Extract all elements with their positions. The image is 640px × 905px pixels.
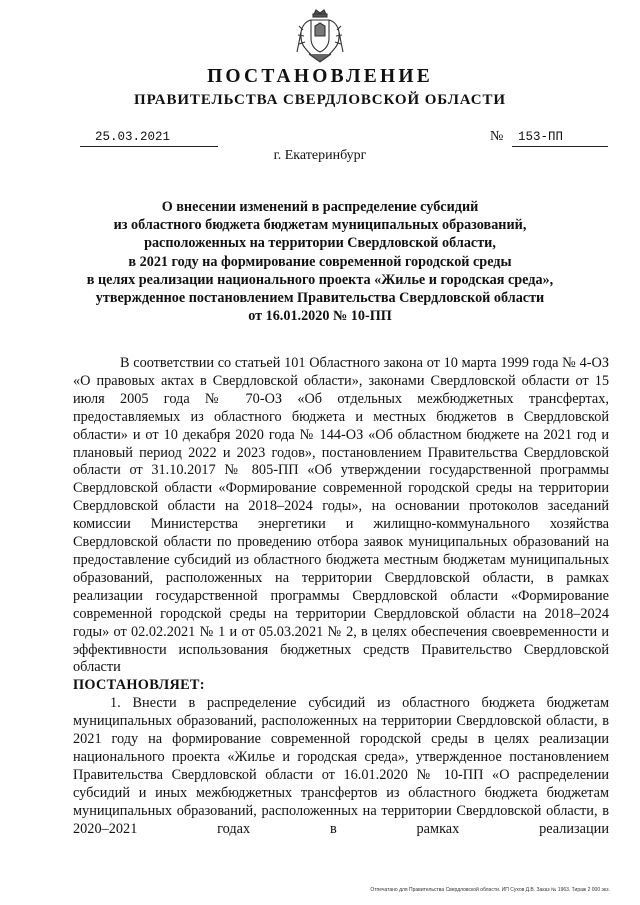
date-value: 25.03.2021 bbox=[95, 130, 171, 144]
decree-word: ПОСТАНОВЛЯЕТ: bbox=[73, 677, 205, 694]
document-title bbox=[40, 198, 600, 325]
city-label: г. Екатеринбург bbox=[273, 148, 367, 163]
document-type-heading: ПОСТАНОВЛЕНИЕ bbox=[207, 66, 433, 87]
preamble-paragraph: В соответствии со статьей 101 Областного закона от 10 марта 1999 года № 4-ОЗ «О правовых актах в Свердловской области», законами Свердловской области от 15 июля 2005 года № 70-ОЗ «Об отдельных межбюджетных трансфертах, предоставляемых из областного бюджета и местных бюджетов в Свердловской области» и от 10 декабря 2020 года № 144-ОЗ «Об областном бюджете на 2021 год и плановый период 2022 и 2023 годов», постановлением Правительства Свердловской области от 31.10.2017 № 805-ПП «Об утверждении государственной программы Свердловской области «Формирование современной городской среды на территории Свердловской области на 2018–2024 годы», на основании протоколов заседаний комиссии Министерства энергетики и жилищно-коммунального хозяйства Свердловской области по проведению отбора заявок муниципальных образований на предоставление субсидий из областного бюджета местным бюджетам муниципальных образований, расположенных на территории Свердловской области, в рамках реализации государственной программы Свердловской области «Формирование современной городской среды на территории Свердловской области на 2018–2024 годы» от 02.02.2021 № 1 и от 05.03.2021 № 2, в целях обеспечения своевременности и эффективности использования бюджетных средств Правительство Свердловской области bbox=[73, 355, 609, 676]
coat-of-arms-icon bbox=[295, 8, 345, 64]
print-footer: Отпечатано для Правительства Свердловской области. ИП Сухов Д.В. Заказ № 1963. Тираж 2 000 экз. bbox=[370, 887, 610, 893]
clause-1-paragraph: 1. Внести в распределение субсидий из областного бюджета бюджетам муниципальных образований, расположенных на территории Свердловской области, в 2021 году на формирование современной городской среды в целях реализации национального проекта «Жилье и городская среда», утвержденное постановлением Правительства Свердловской области от 16.01.2020 № 10-ПП «О распределении субсидий и иных межбюджетных трансфертов из областного бюджета бюджетам муниципальных образований, расположенных на территории Свердловской области, в 2020–2021 годах в рамках реализации bbox=[73, 695, 609, 837]
title-line: расположенных на территории Свердловской области, bbox=[144, 235, 496, 252]
title-line: из областного бюджета бюджетам муниципальных образований, bbox=[113, 217, 527, 234]
document-number bbox=[512, 130, 608, 147]
title-line: в 2021 году на формирование современной городской среды bbox=[128, 253, 512, 270]
title-line: О внесении изменений в распределение субсидий bbox=[161, 199, 479, 215]
title-line: утвержденное постановлением Правительства Свердловской области bbox=[95, 290, 545, 307]
document-date bbox=[80, 130, 218, 147]
title-line: от 16.01.2020 № 10-ПП bbox=[248, 308, 392, 325]
number-sign: № bbox=[490, 129, 504, 144]
issuer-heading: ПРАВИТЕЛЬСТВА СВЕРДЛОВСКОЙ ОБЛАСТИ bbox=[134, 92, 506, 108]
document-body bbox=[73, 355, 609, 838]
title-line: в целях реализации национального проекта «Жилье и городская среда», bbox=[86, 271, 554, 288]
number-value: 153-ПП bbox=[518, 130, 564, 144]
